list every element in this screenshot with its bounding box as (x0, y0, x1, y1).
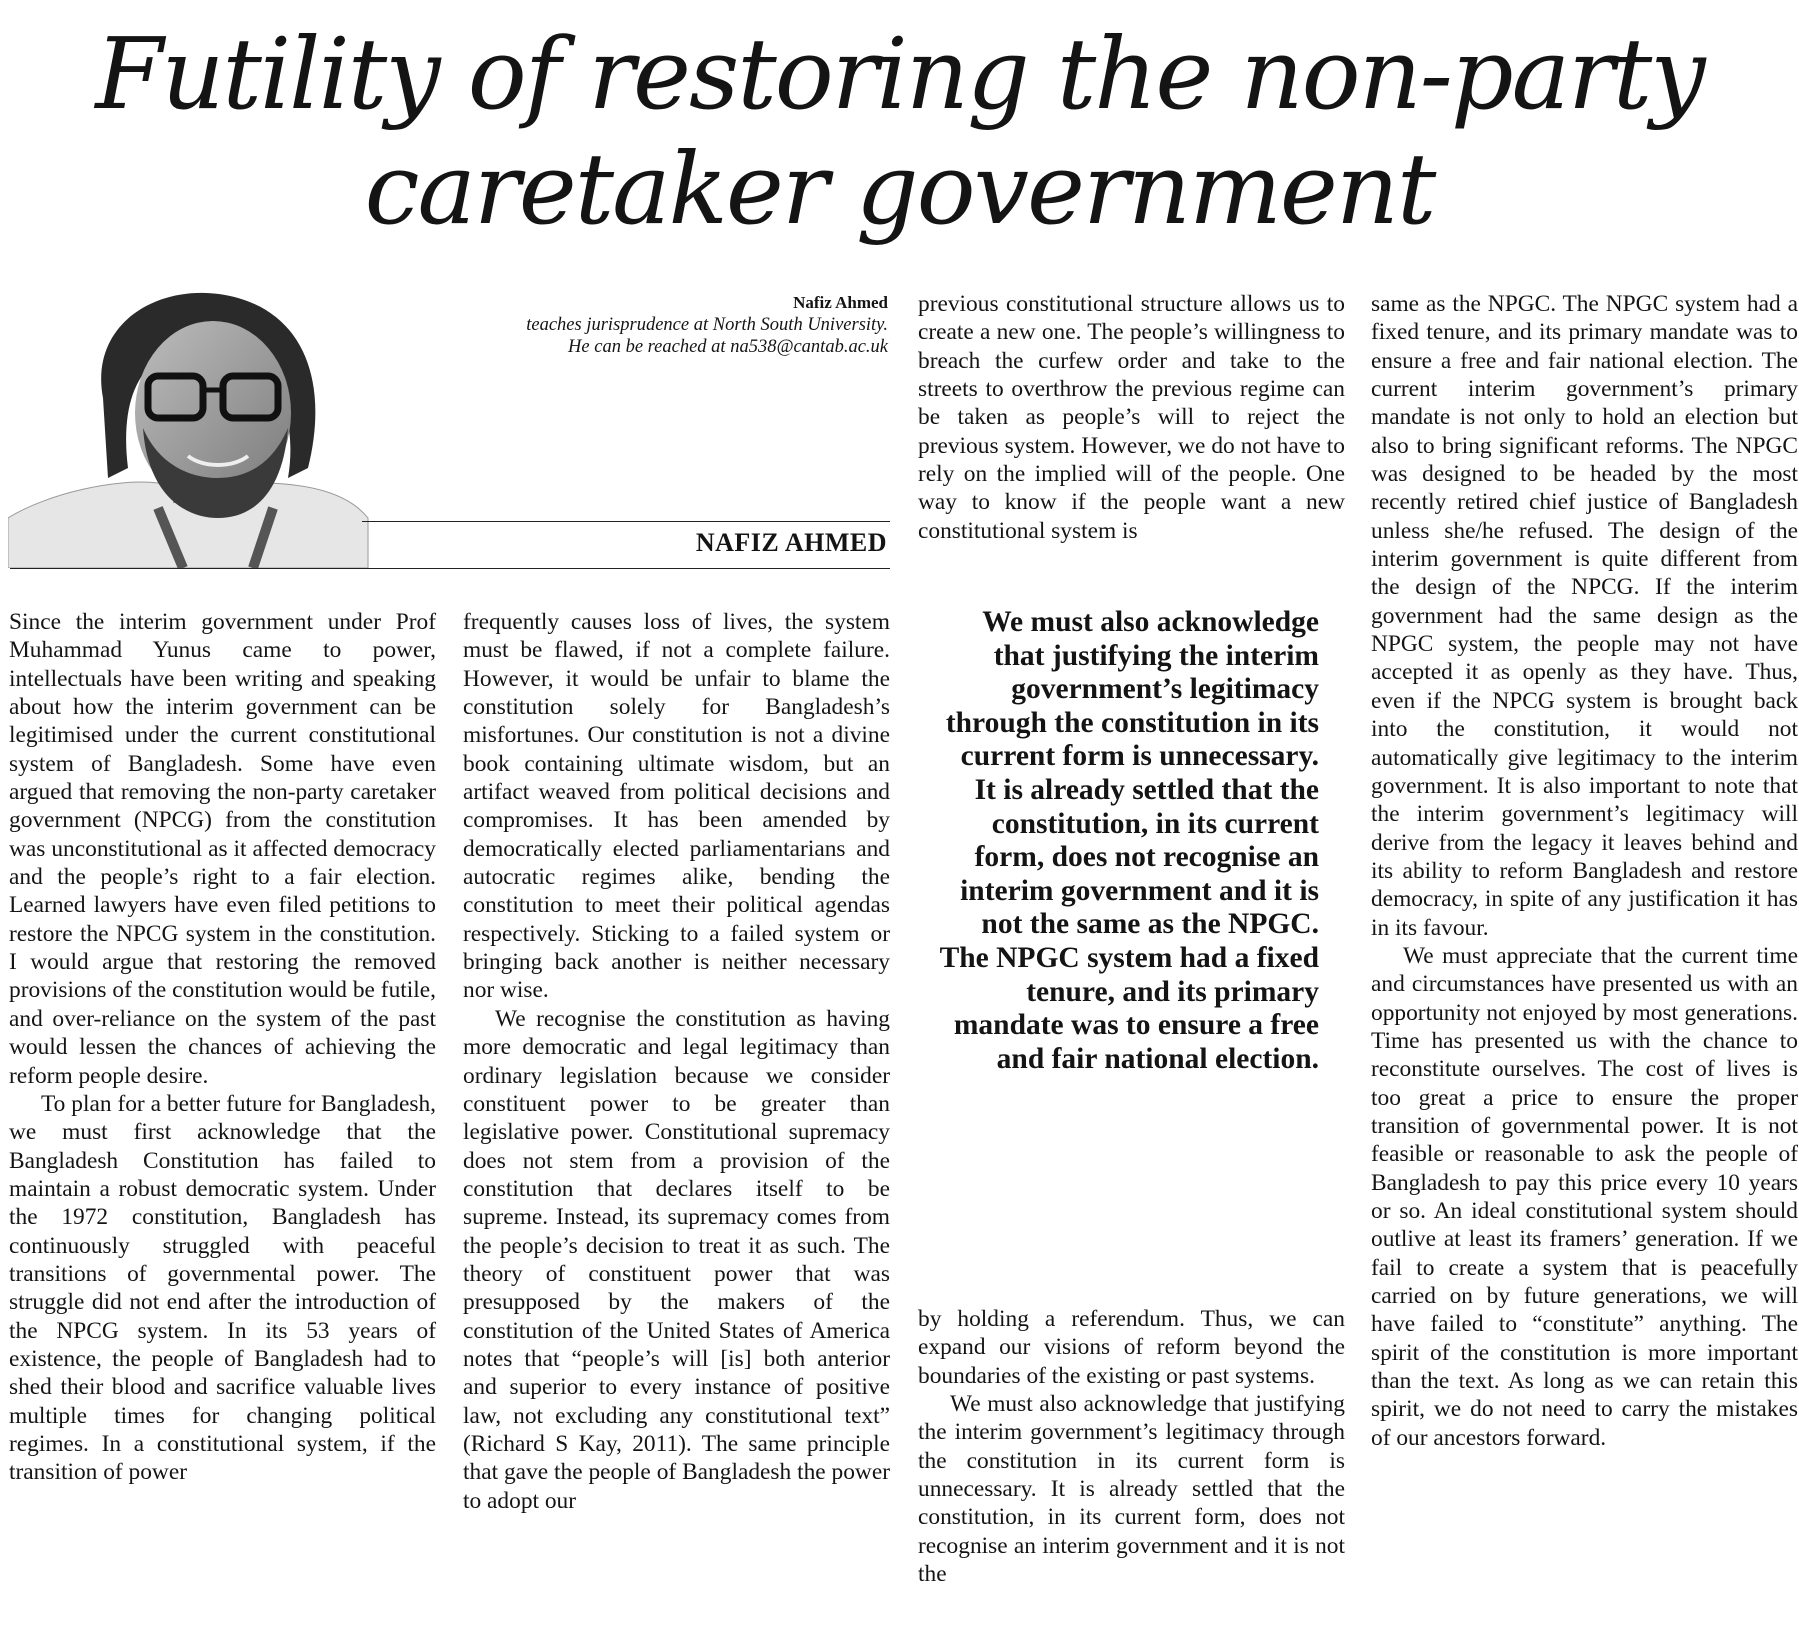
paragraph: Since the interim government under Prof Muhammad Yunus came to power, intellectuals have been writing and speaking about how the interim government can be legitimised under the current constitutional system of Bangladesh. Some have even argued that removing the non-party caretaker government (NPCG) from the constitution was unconstitutional as it affected democracy and the people’s right to a fair election. Learned lawyers have even filed petitions to restore the NPCG system in the constitution. I would argue that restoring the removed provisions of the constitution would be futile, and over-reliance on the system of the past would lessen the chances of achieving the reform people desire. (9, 609, 436, 1089)
byline-rule-bottom (10, 568, 890, 569)
headline-line-1: Futility of restoring the non-party (95, 18, 1704, 132)
paragraph: by holding a referendum. Thus, we can expand our visions of reform beyond the boundaries of the existing or past systems. (918, 1306, 1345, 1389)
headline-line-2: caretaker government (364, 132, 1435, 247)
paragraph: We must also acknowledge that justifying the interim government’s legitimacy through the constitution in its current form is unnecessary. It is already settled that the constitution, in its current form, does not recognise an interim government and it is not the (918, 1391, 1345, 1588)
headline (0, 18, 1799, 247)
paragraph: We recognise the constitution as having more democratic and legal legitimacy than ordinary legislation because we consider constituent power to be greater than legislative power. Constitutional supremacy does not stem from a provision of the constitution that declares itself to be supreme. Instead, its supremacy comes from the people’s decision to treat it as such. The theory of constituent power that was presupposed by the makers of the constitution of the United States of America notes that “people’s will [is] both anterior and superior to every instance of positive law, not excluding any constitutional text” (Richard S Kay, 2011). The same principle that gave the people of Bangladesh the power to adopt our (463, 1005, 890, 1514)
paragraph: same as the NPGC. The NPGC system had a fixed tenure, and its primary mandate was to ensure a free and fair national election. The current interim government’s primary mandate is not only to hold an election but also to bring significant reforms. The NPGC was designed to be headed by the most recently retired chief justice of Bangladesh unless she/he refused. The design of the interim government is quite different from the design of the NPCG. If the interim government had the same design as the NPGC system, the people may not have accepted it as openly as they have. Thus, even if the NPCG system is brought back into the constitution, it would not automatically give legitimacy to the interim government. It is also important to note that the interim government’s legitimacy will derive from the legacy it leaves behind and its ability to reform Bangladesh and restore democracy, in spite of any justification it has in its favour. (1371, 291, 1798, 941)
column-4 (1371, 290, 1798, 1452)
paragraph: To plan for a better future for Bangladesh, we must first acknowledge that the Bangladesh Constitution has failed to maintain a robust democratic system. Under the 1972 constitution, Bangladesh has continuously struggled with peaceful transitions of governmental power. The struggle did not end after the introduction of the NPCG system. In its 53 years of existence, the people of Bangladesh had to shed their blood and sacrifice valuable lives multiple times for changing political regimes. In a constitutional system, if the transition of power (9, 1090, 436, 1486)
column-3-bottom (918, 1305, 1345, 1588)
column-2 (463, 608, 890, 1515)
author-name: Nafiz Ahmed (793, 293, 888, 312)
paragraph: We must appreciate that the current time and circumstances have presented us with an opportunity not enjoyed by most generations. Time has presented us with the chance to reconstitute ourselves. The cost of lives is too great a price to ensure the proper transition of governmental power. It is not feasible or reasonable to ask the people of Bangladesh to pay this price every 10 years or so. An ideal constitutional system should outlive at least its framers’ generation. If we fail to create a system that is peacefully carried on by future generations, we will have failed to “constitute” anything. The spirit of the constitution is more important than the text. As long as we can retain this spirit, we do not need to carry the mistakes of our ancestors forward. (1371, 942, 1798, 1451)
column-1 (9, 608, 436, 1487)
author-bio: teaches jurisprudence at North South University. He can be reached at na538@cantab.ac.uk (526, 315, 888, 357)
author-byline (520, 292, 888, 358)
paragraph: previous constitutional structure allows us to create a new one. The people’s willingness to breach the curfew order and take to the streets to overthrow the previous regime can be taken as people’s will to reject the previous system. However, we do not have to rely on the implied will of the people. One way to know if the people want a new constitutional system is (918, 291, 1345, 544)
pull-quote: We must also acknowledge that justifying the interim government’s legitimacy through the constitution in its current form is unnecessary. It is already settled that the constitution, in its current form, does not recognise an interim government and it is not the same as the NPGC. The NPGC system had a fixed tenure, and its primary mandate was to ensure a free and fair national election. (939, 606, 1319, 1075)
byline-rule-top (362, 521, 890, 522)
column-3-top (918, 290, 1345, 545)
author-portrait-icon (8, 278, 388, 568)
author-name-caps: NAFIZ AHMED (695, 528, 887, 557)
author-photo (8, 278, 388, 568)
paragraph: frequently causes loss of lives, the system must be flawed, if not a complete failure. However, it would be unfair to blame the constitution solely for Bangladesh’s misfortunes. Our constitution is not a divine book containing ultimate wisdom, but an artifact weaved from political decisions and compromises. It has been amended by democratically elected parliamentarians and autocratic regimes alike, bending the constitution to meet their political agendas respectively. Sticking to a failed system or bringing back another is neither necessary nor wise. (463, 609, 890, 1004)
